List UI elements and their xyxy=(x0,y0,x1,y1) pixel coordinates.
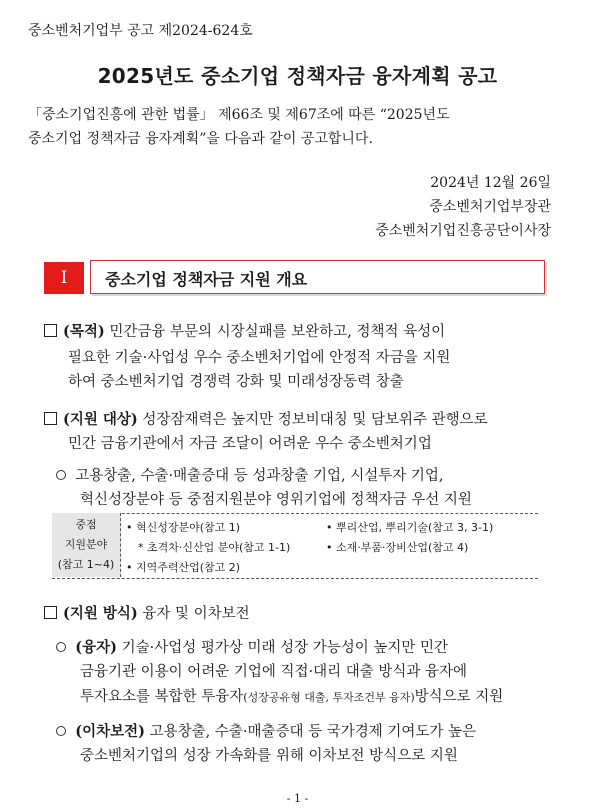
loan-text-3a: 투자요소를 복합한 투융자 xyxy=(80,689,244,705)
target-text-1: 성장잠재력은 높지만 정보비대칭 및 담보위주 관행으로 xyxy=(142,412,488,428)
target-sub-line-1 xyxy=(56,464,443,485)
loan-label: (융자) xyxy=(75,639,117,656)
purpose-label: (목적) xyxy=(63,323,105,340)
purpose-line-3: 하여 중소벤처기업 경쟁력 강화 및 미래성장동력 창출 xyxy=(68,374,404,390)
loan-line-3 xyxy=(80,685,503,706)
signatory-minister: 중소벤처기업부장관 xyxy=(429,199,551,215)
circle-bullet-icon xyxy=(56,726,66,736)
section-number: I xyxy=(44,262,84,294)
loan-text-3c: 방식으로 지원 xyxy=(414,689,504,705)
purpose-line-2: 필요한 기술·사업성 우수 중소벤처기업에 안정적 자금을 지원 xyxy=(68,350,451,366)
purpose-text-1: 민간금융 부문의 시장실패를 보완하고, 정책적 육성이 xyxy=(109,324,446,340)
notice-number: 중소벤처기업부 공고 제2024-624호 xyxy=(28,23,253,39)
focus-table-head-1: 중점 xyxy=(75,518,97,531)
interest-label: (이차보전) xyxy=(75,723,145,740)
circle-bullet-icon xyxy=(56,470,66,480)
purpose-line-1 xyxy=(44,320,445,341)
method-line xyxy=(44,602,250,623)
focus-table-head-3: (참고 1~4) xyxy=(57,558,115,571)
method-text: 융자 및 이차보전 xyxy=(142,606,250,622)
target-sub-text-1: 고용창출, 수출·매출증대 등 성과창출 기업, 시설투자 기업, xyxy=(75,468,444,484)
target-line-2: 민간 금융기관에서 자금 조달이 어려운 우수 중소벤처기업 xyxy=(68,436,432,452)
focus-item-root-industry: • 뿌리산업, 뿌리기술(참고 3, 3-1) xyxy=(326,521,494,534)
focus-item-regional: • 지역주력산업(참고 2) xyxy=(126,561,241,574)
target-sub-line-2: 혁신성장분야 등 중점지원분야 영위기업에 정책자금 우선 지원 xyxy=(80,492,472,508)
focus-item-innovation: • 혁신성장분야(참고 1) xyxy=(126,521,241,534)
checkbox-square-icon xyxy=(44,606,57,619)
intro-line-1: 「중소기업진흥에 관한 법률」 제66조 및 제67조에 따른 “2025년도 xyxy=(28,107,450,123)
checkbox-square-icon xyxy=(44,324,57,337)
section-title: 중소기업 정책자금 지원 개요 xyxy=(105,270,308,289)
loan-line-1 xyxy=(56,636,448,657)
notice-date: 2024년 12월 26일 xyxy=(430,175,551,191)
focus-table-head-2: 지원분야 xyxy=(64,538,108,551)
loan-text-1: 기술·사업성 평가상 미래 성장 가능성이 높지만 민간 xyxy=(121,640,448,656)
target-label: (지원 대상) xyxy=(63,411,138,428)
checkbox-square-icon xyxy=(44,412,57,425)
focus-item-materials: • 소재·부품·장비산업(참고 4) xyxy=(326,541,469,554)
focus-item-innovation-note: * 초격차·신산업 분야(참고 1-1) xyxy=(138,541,291,554)
loan-text-3b: (성장공유형 대출, 투자조건부 융자) xyxy=(243,691,415,704)
method-label: (지원 방식) xyxy=(63,605,138,622)
intro-line-2: 중소기업 정책자금 융자계획”을 다음과 같이 공고합니다. xyxy=(28,131,373,147)
target-line-1 xyxy=(44,408,488,429)
interest-line-2: 중소벤처기업의 성장 가속화를 위해 이차보전 방식으로 지원 xyxy=(80,748,458,764)
loan-line-2: 금융기관 이용이 어려운 기업에 직접·대리 대출 방식과 융자에 xyxy=(80,664,468,680)
interest-text-1: 고용창출, 수출·매출증대 등 국가경제 기여도가 높은 xyxy=(149,724,476,740)
circle-bullet-icon xyxy=(56,642,66,652)
interest-line-1 xyxy=(56,720,476,741)
page-number: - 1 - xyxy=(286,792,309,805)
page-title: 2025년도 중소기업 정책자금 융자계획 공고 xyxy=(97,64,498,88)
signatory-agency: 중소벤처기업진흥공단이사장 xyxy=(375,223,551,239)
